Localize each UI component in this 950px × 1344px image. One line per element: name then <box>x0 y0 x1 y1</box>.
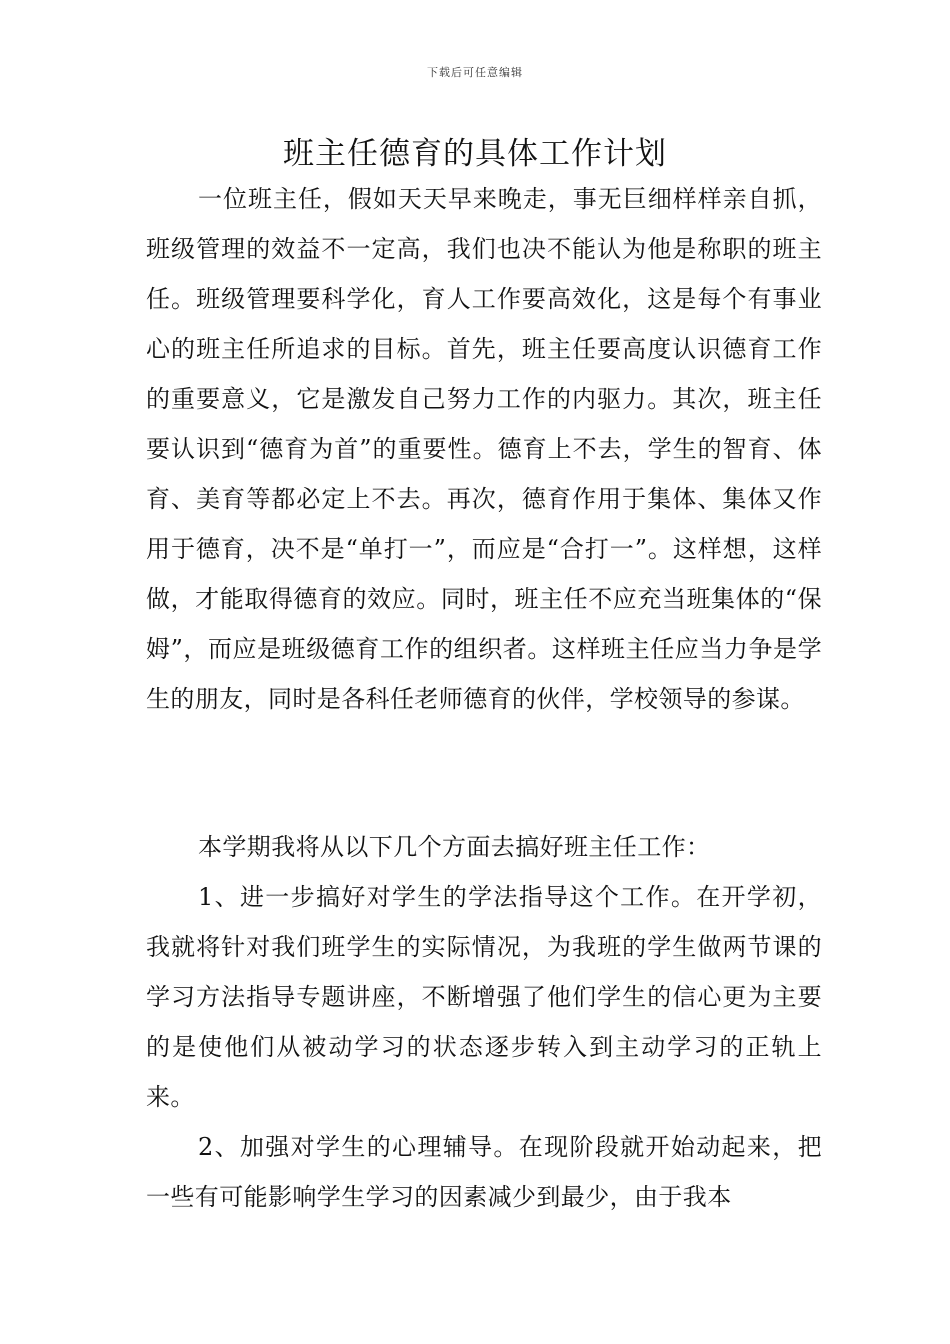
paragraph-item-2: 2、加强对学生的心理辅导。在现阶段就开始动起来，把一些有可能影响学生学习的因素减少到最少，由于我本 <box>146 1133 822 1211</box>
header-note: 下载后可任意编辑 <box>427 66 523 79</box>
paragraph-item-1: 1、进一步搞好对学生的学法指导这个工作。在开学初，我就将针对我们班学生的实际情况，为我班的学生做两节课的学习方法指导专题讲座，不断增强了他们学生的信心更为主要的是使他们从被动学习的状态逐步转入到主动学习的正轨上来。 <box>146 883 822 1111</box>
paragraph-intro: 一位班主任，假如天天早来晚走，事无巨细样样亲自抓，班级管理的效益不一定高，我们也决不能认为他是称职的班主任。班级管理要科学化，育人工作要高效化，这是每个有事业心的班主任所追求的目标。首先，班主任要高度认识德育工作的重要意义，它是激发自己努力工作的内驱力。其次，班主任要认识到“德育为首”的重要性。德育上不去，学生的智育、体育、美育等都必定上不去。再次，德育作用于集体、集体又作用于德育，决不是“单打一”，而应是“合打一”。这样想，这样做，才能取得德育的效应。同时，班主任不应充当班集体的“保姆”，而应是班级德育工作的组织者。这样班主任应当力争是学生的朋友，同时是各科任老师德育的伙伴，学校领导的参谋。 <box>146 185 822 713</box>
document-title: 班主任德育的具体工作计划 <box>283 136 667 172</box>
paragraph-plan-lead: 本学期我将从以下几个方面去搞好班主任工作： <box>198 833 711 861</box>
